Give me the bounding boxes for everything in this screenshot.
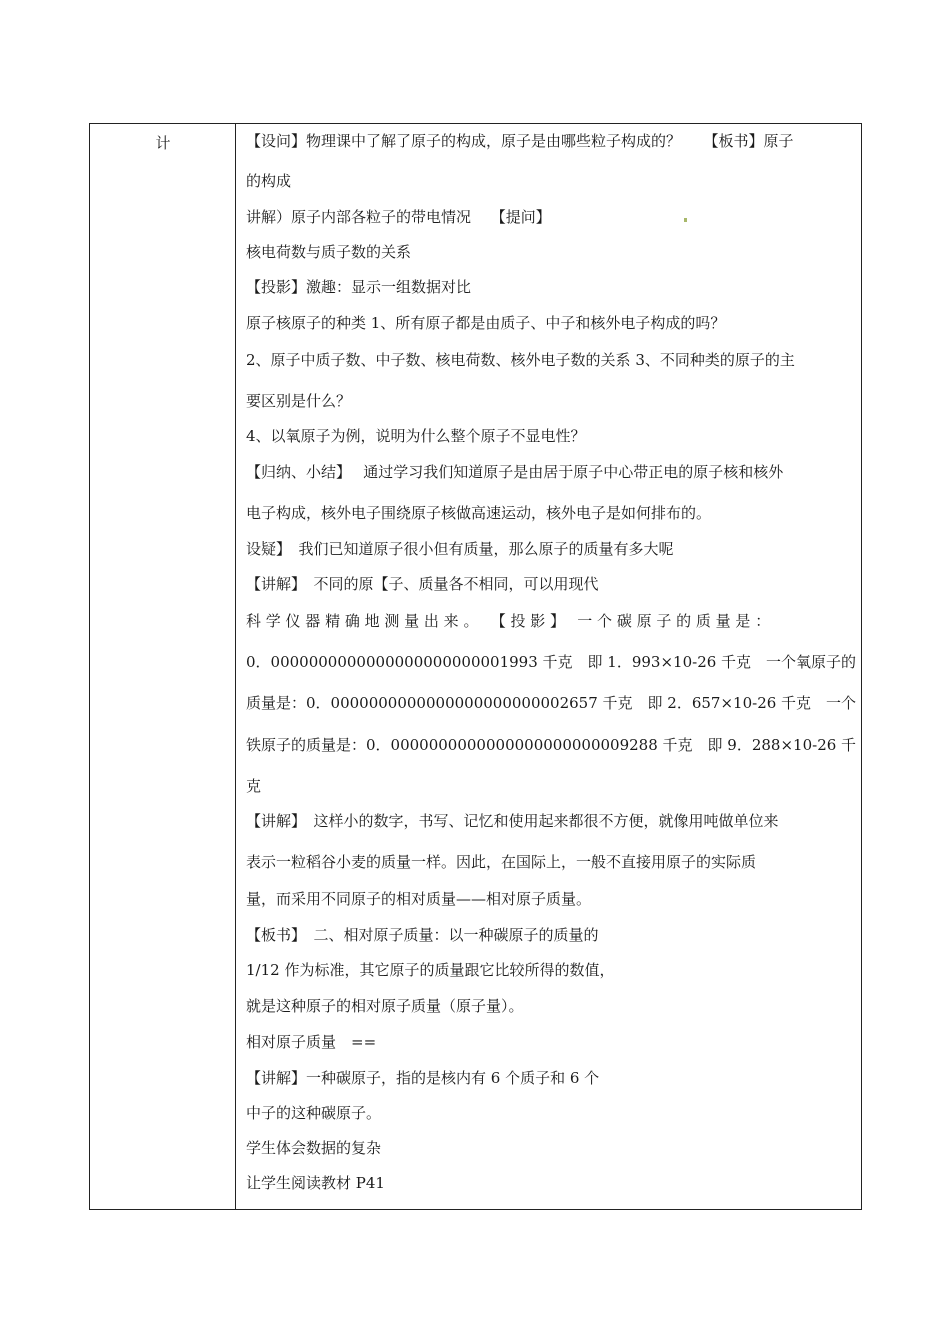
text-line: 学生体会数据的复杂 [246, 1139, 382, 1157]
text-line: 1/12 作为标准，其它原子的质量跟它比较所得的数值， [246, 961, 615, 979]
text-line: 0．0000000000000000000000001993 千克 即 1．993×10-26 千克 一个氧原子的 [246, 653, 857, 671]
text-line: 【板书】 二、相对原子质量：以一种碳原子的质量的 [246, 926, 599, 944]
text-line: 原子核原子的种类 1、所有原子都是由质子、中子和核外电子构成的吗？ [246, 314, 726, 332]
text-line: 4、以氧原子为例，说明为什么整个原子不显电性？ [246, 427, 586, 445]
text-line: 【讲解】一种碳原子，指的是核内有 6 个质子和 6 个 [246, 1069, 600, 1087]
text-line: 要区别是什么？ [246, 392, 352, 410]
text-line: 克 [246, 777, 262, 795]
text-line: 【归纳、小结】 通过学习我们知道原子是由居于原子中心带正电的原子核和核外 [246, 463, 784, 481]
lesson-table [89, 123, 862, 1210]
left-cell [90, 124, 236, 1209]
text-line: 讲解）原子内部各粒子的带电情况 【提问】 [246, 208, 551, 226]
text-line: 让学生阅读教材 P41 [246, 1174, 385, 1192]
text-line: 量，而采用不同原子的相对质量——相对原子质量。 [246, 890, 592, 908]
text-line: 设疑】 我们已知道原子很小但有质量，那么原子的质量有多大呢 [246, 540, 674, 558]
text-line: 【讲解】 这样小的数字，书写、记忆和使用起来都很不方便，就像用吨做单位来 [246, 812, 779, 830]
text-line: 【投影】激趣：显示一组数据对比 [246, 278, 472, 296]
text-line: 2、原子中质子数、中子数、核电荷数、核外电子数的关系 3、不同种类的原子的主 [246, 351, 795, 369]
ink-speck [684, 218, 687, 222]
text-line: 铁原子的质量是：0．0000000000000000000000009288 千克 即 9．288×10-26 千 [246, 736, 857, 754]
text-line: 中子的这种碳原子。 [246, 1104, 382, 1122]
text-line: 电子构成，核外电子围绕原子核做高速运动，核外电子是如何排布的。 [246, 504, 712, 522]
text-line: 科 学 仪 器 精 确 地 测 量 出 来 。 【 投 影 】 一 个 碳 原 子 的 质 量 是 ： [246, 612, 771, 630]
text-line: 核电荷数与质子数的关系 [246, 243, 412, 261]
text-line: 的构成 [246, 172, 292, 190]
text-line: 相对原子质量 == [246, 1033, 377, 1051]
text-line: 就是这种原子的相对原子质量（原子量）。 [246, 997, 524, 1015]
right-cell [236, 124, 861, 1209]
text-line: 【讲解】 不同的原【子、质量各不相同，可以用现代 [246, 575, 599, 593]
text-line: 表示一粒稻谷小麦的质量一样。因此，在国际上，一般不直接用原子的实际质 [246, 853, 757, 871]
text-line: 【设问】物理课中了解了原子的构成，原子是由哪些粒子构成的？ 【板书】原子 [246, 132, 794, 150]
text-line: 质量是：0．0000000000000000000000002657 千克 即 2．657×10-26 千克 一个 [246, 694, 857, 712]
left-cell-label: 计 [155, 134, 171, 152]
